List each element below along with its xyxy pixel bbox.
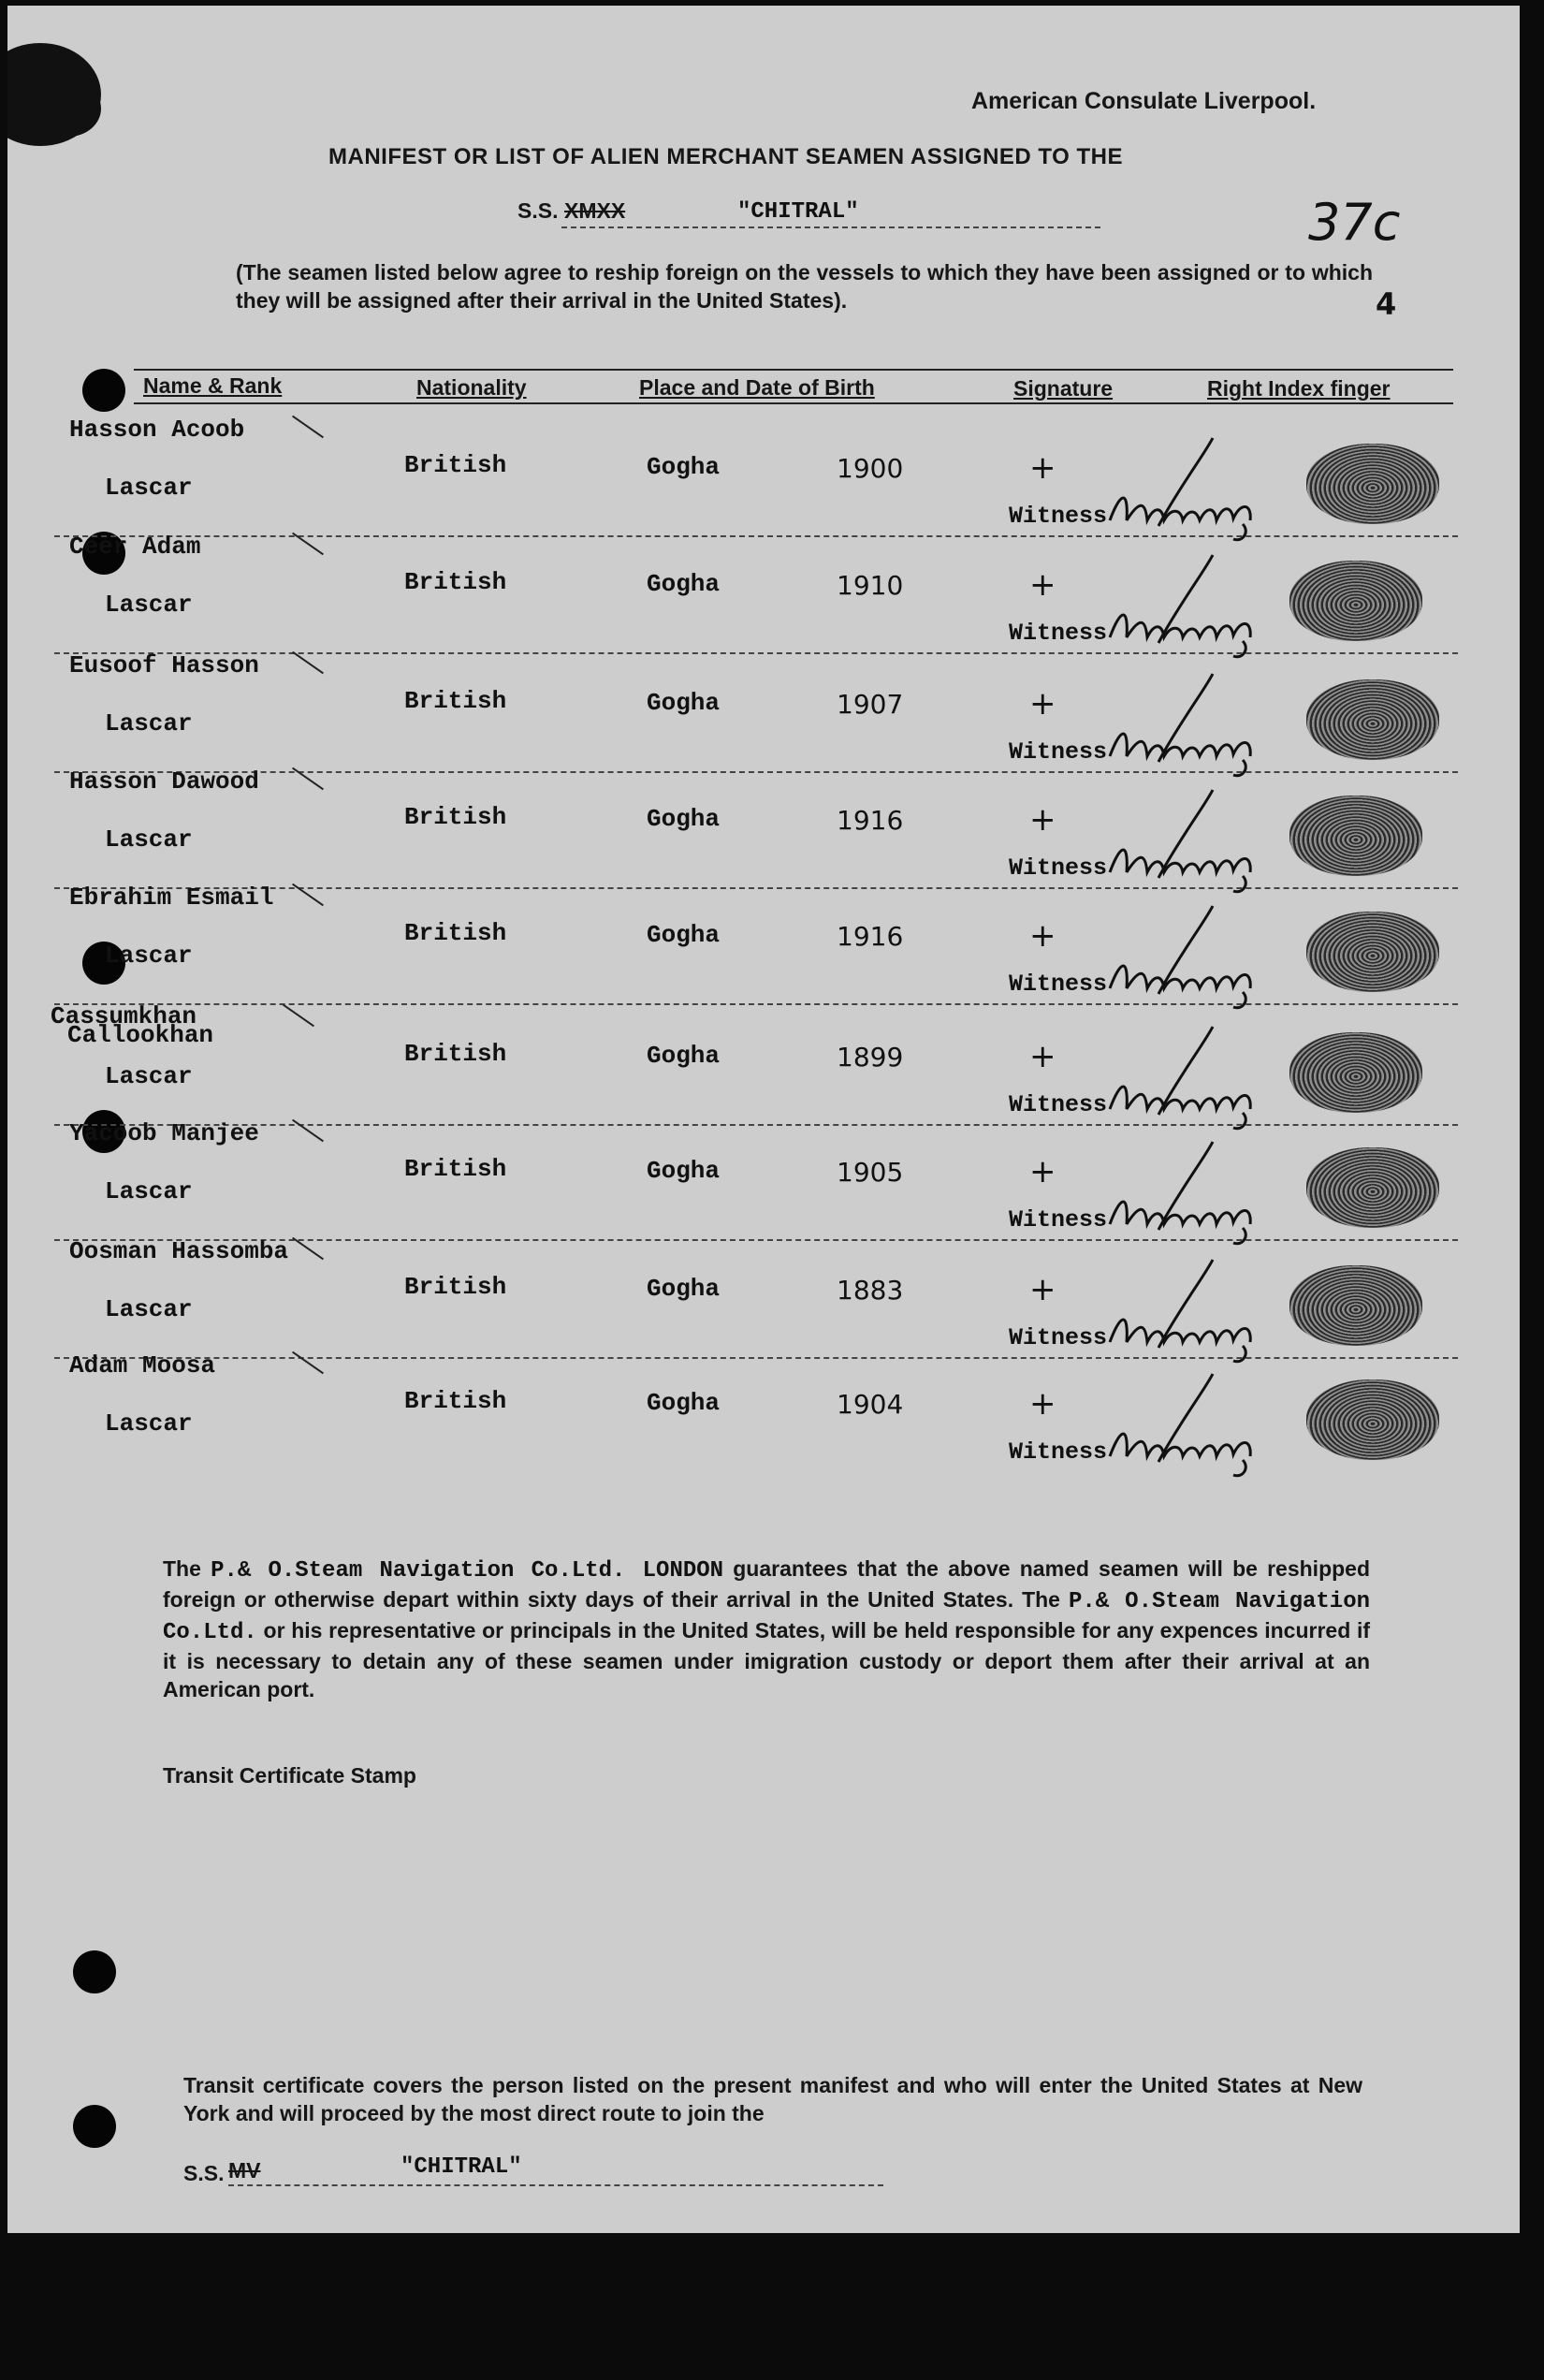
col-signature: Signature	[1013, 376, 1114, 401]
punch-hole	[82, 369, 125, 412]
row-rule	[54, 1003, 1458, 1005]
birth-place: Gogha	[647, 453, 721, 481]
seaman-name: Hasson Dawood	[69, 767, 259, 796]
seaman-rank: Lascar	[105, 942, 193, 970]
signature-cross-mark: +	[1029, 566, 1056, 604]
seaman-name: Ceer Adam	[69, 533, 201, 561]
seaman-nationality: British	[404, 803, 507, 831]
seaman-nationality: British	[404, 568, 507, 596]
birth-place: Gogha	[647, 1275, 721, 1303]
witness-signature	[1102, 902, 1308, 1015]
guarantee-text-2: or his representative or principals in the United States, will be held responsible for any expences incurred if it is necessary to detain any of these seamen under imigration custody or deport them after their arrival at an American port.	[163, 1618, 1370, 1701]
ss-prefix: S.S.	[517, 198, 559, 223]
row-rule	[54, 771, 1458, 773]
ink-blot	[36, 80, 101, 137]
birth-place: Gogha	[647, 689, 721, 717]
birth-year: 1916	[837, 921, 904, 952]
seaman-rank: Lascar	[105, 1062, 193, 1090]
witness-signature	[1102, 670, 1308, 782]
company-name: P.& O.Steam Navigation Co.Ltd. LONDON	[211, 1558, 724, 1584]
fingerprint	[1306, 444, 1439, 524]
seaman-nationality: British	[404, 451, 507, 479]
seaman-rank: Lascar	[105, 709, 193, 737]
seaman-nationality: British	[404, 1273, 507, 1301]
fingerprint	[1306, 1147, 1439, 1228]
birth-place: Gogha	[647, 805, 721, 833]
transit-stamp-label: Transit Certificate Stamp	[163, 1763, 416, 1788]
witness-label: Witness	[1009, 503, 1108, 530]
guarantee-paragraph	[163, 1555, 1370, 1703]
seaman-rank: Lascar	[105, 1177, 193, 1205]
check-tick	[292, 651, 324, 675]
row-rule	[54, 652, 1458, 654]
col-name-rank: Name & Rank	[143, 373, 283, 398]
fingerprint	[1289, 1032, 1422, 1113]
seaman-nationality: British	[404, 1387, 507, 1415]
birth-year: 1883	[837, 1275, 904, 1306]
birth-year: 1916	[837, 805, 904, 836]
ship-line	[561, 226, 1100, 228]
seaman-rank: Lascar	[105, 474, 193, 502]
birth-place: Gogha	[647, 570, 721, 598]
signature-cross-mark: +	[1029, 917, 1056, 955]
transit-ship-line	[228, 2184, 883, 2186]
seaman-name: Ebrahim Esmail	[69, 883, 274, 912]
row-rule	[54, 1124, 1458, 1126]
ship-name: "CHITRAL"	[737, 199, 859, 225]
seaman-name: Oosman Hassomba	[69, 1237, 289, 1265]
fingerprint	[1289, 796, 1422, 876]
page-number: 37c	[1308, 193, 1401, 252]
col-place-date: Place and Date of Birth	[639, 375, 875, 400]
signature-cross-mark: +	[1029, 449, 1056, 487]
punch-hole	[73, 2105, 116, 2148]
company-name-2: P.& O.Steam Navigation Co.Ltd.	[163, 1589, 1370, 1645]
guarantee-word-the: The	[163, 1556, 201, 1581]
seaman-name-above: Cassumkhan	[51, 1002, 197, 1030]
seaman-name: Yacoob Manjee	[69, 1119, 259, 1147]
check-tick	[292, 1351, 324, 1375]
witness-signature	[1102, 1138, 1308, 1250]
col-nationality: Nationality	[416, 375, 527, 400]
birth-year: 1900	[837, 453, 904, 484]
witness-label: Witness	[1009, 1324, 1108, 1351]
row-rule	[54, 535, 1458, 537]
intro-text: (The seamen listed below agree to reship foreign on the vessels to which they have been assigned or to which they will be assigned after their arrival in the United States).	[236, 260, 1373, 313]
row-rule	[54, 1357, 1458, 1359]
transit-paragraph: Transit certificate covers the person listed on the present manifest and who will enter the United States at New York and will proceed by the most direct route to join the	[183, 2073, 1362, 2125]
birth-year: 1910	[837, 570, 904, 601]
punch-hole	[73, 1950, 116, 1993]
manifest-title: MANIFEST OR LIST OF ALIEN MERCHANT SEAMEN ASSIGNED TO THE	[328, 144, 1123, 169]
seaman-nationality: British	[404, 687, 507, 715]
witness-label: Witness	[1009, 738, 1108, 766]
seaman-rank: Lascar	[105, 825, 193, 854]
fingerprint	[1289, 1265, 1422, 1346]
manifest-document	[7, 6, 1520, 2233]
signature-cross-mark: +	[1029, 1271, 1056, 1308]
seaman-rank: Lascar	[105, 1409, 193, 1438]
header-top-rule	[134, 369, 1453, 371]
fingerprint	[1306, 679, 1439, 760]
witness-label: Witness	[1009, 971, 1108, 998]
birth-place: Gogha	[647, 1157, 721, 1185]
birth-year: 1905	[837, 1157, 904, 1188]
fingerprint	[1306, 912, 1439, 992]
consulate-label: American Consulate Liverpool.	[971, 88, 1317, 114]
header-bottom-rule	[134, 402, 1453, 404]
signature-cross-mark: +	[1029, 1385, 1056, 1423]
signature-cross-mark: +	[1029, 1153, 1056, 1190]
witness-label: Witness	[1009, 1206, 1108, 1234]
seaman-rank: Lascar	[105, 1295, 193, 1323]
fingerprint	[1289, 561, 1422, 641]
birth-year: 1904	[837, 1389, 904, 1420]
witness-signature	[1102, 1256, 1308, 1368]
seaman-name: Adam Moosa	[69, 1351, 216, 1380]
seaman-name: Eusoof Hasson	[69, 651, 259, 679]
seaman-name: Callookhan	[67, 1021, 214, 1049]
intro-mark: 4	[1376, 286, 1397, 322]
birth-year: 1899	[837, 1042, 904, 1073]
seaman-nationality: British	[404, 1155, 507, 1183]
seaman-rank: Lascar	[105, 591, 193, 619]
birth-place: Gogha	[647, 1042, 721, 1070]
witness-signature	[1102, 786, 1308, 898]
ss-struck-text: XMXX	[564, 198, 626, 223]
witness-signature	[1102, 1023, 1308, 1135]
check-tick	[292, 1119, 324, 1143]
birth-place: Gogha	[647, 1389, 721, 1417]
witness-signature	[1102, 1370, 1308, 1482]
transit-ss-struck: MV	[228, 2158, 261, 2183]
witness-signature	[1102, 434, 1308, 547]
birth-place: Gogha	[647, 921, 721, 949]
seaman-nationality: British	[404, 1040, 507, 1068]
signature-cross-mark: +	[1029, 1038, 1056, 1075]
seaman-nationality: British	[404, 919, 507, 947]
witness-signature	[1102, 551, 1308, 664]
transit-ship-name: "CHITRAL"	[401, 2154, 522, 2180]
witness-label: Witness	[1009, 1438, 1108, 1466]
check-tick	[283, 1004, 314, 1028]
guarantee-text: guarantees that the above named seamen will be reshipped foreign or otherwise depart within sixty days of their arrival in the United States. The	[163, 1556, 1371, 1612]
check-tick	[292, 416, 324, 439]
signature-cross-mark: +	[1029, 685, 1056, 723]
fingerprint	[1306, 1380, 1439, 1460]
witness-label: Witness	[1009, 854, 1108, 882]
col-finger: Right Index finger	[1207, 376, 1391, 401]
signature-cross-mark: +	[1029, 801, 1056, 839]
birth-year: 1907	[837, 689, 904, 720]
witness-label: Witness	[1009, 1091, 1108, 1118]
witness-label: Witness	[1009, 620, 1108, 647]
seaman-name: Hasson Acoob	[69, 416, 245, 444]
transit-ss-prefix: S.S.	[183, 2161, 225, 2185]
